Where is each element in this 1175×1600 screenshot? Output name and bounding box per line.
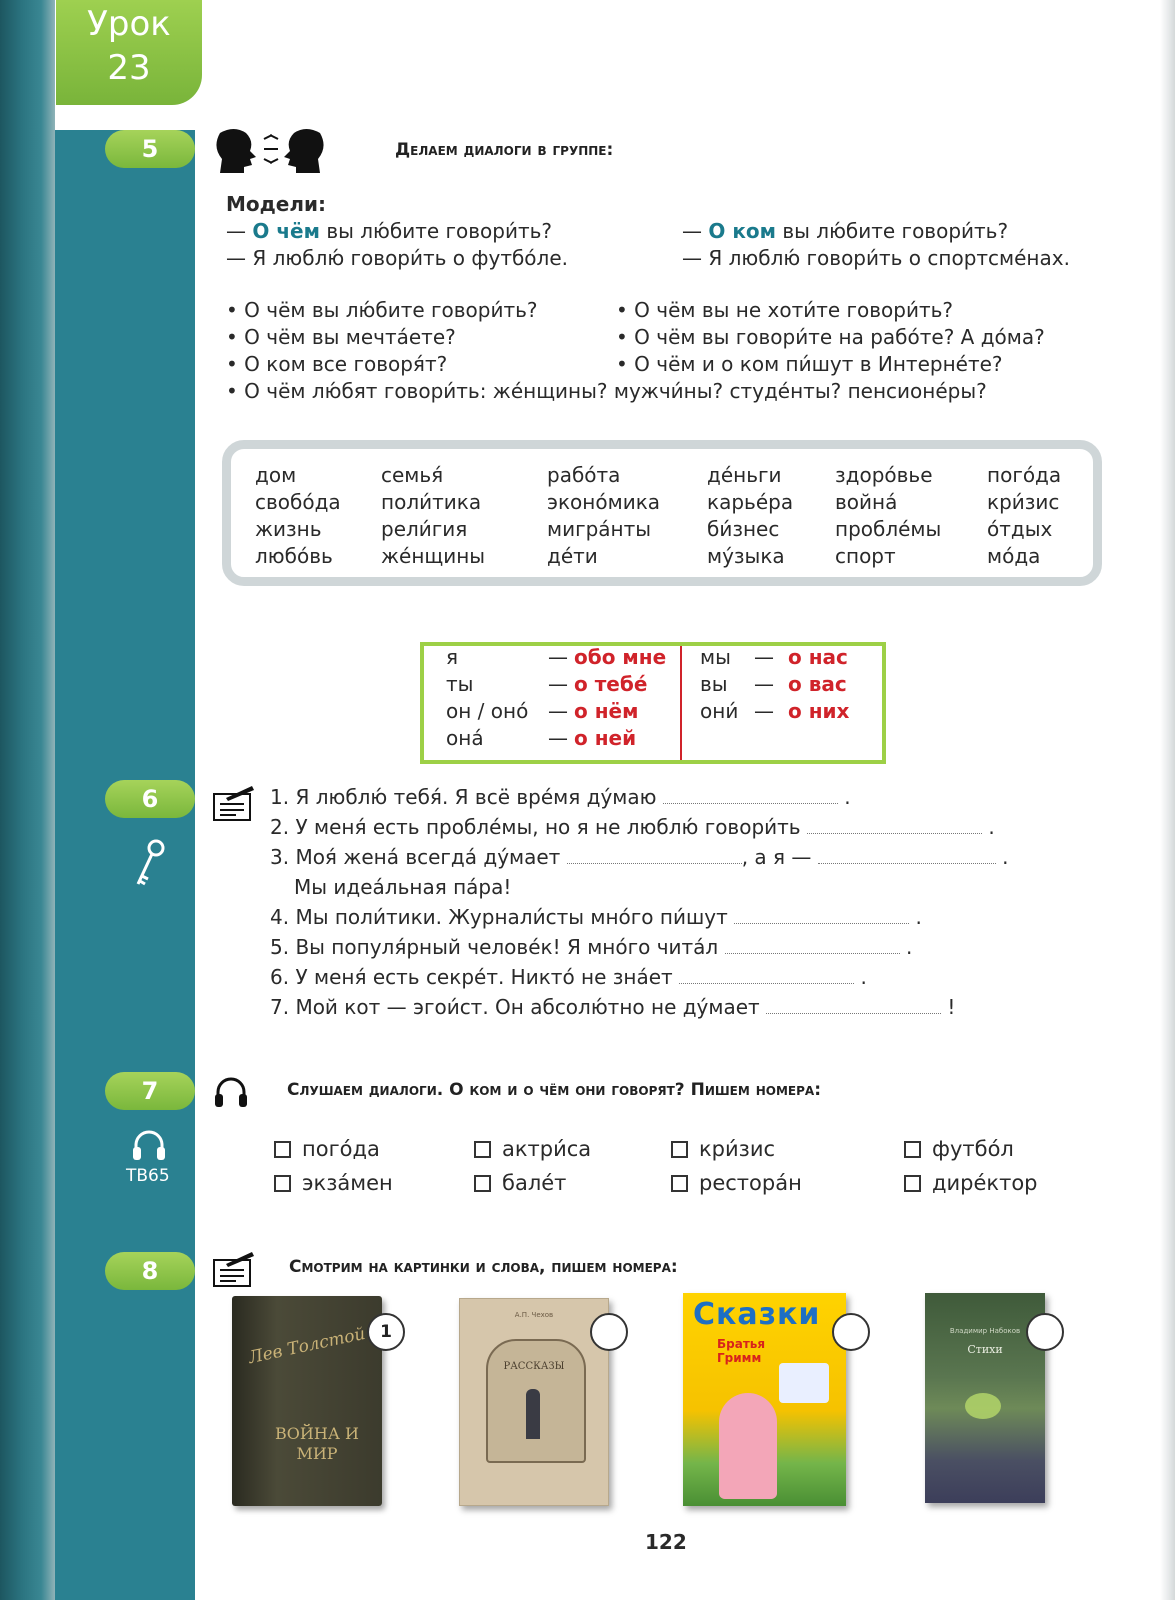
option-label: дире́ктор — [932, 1171, 1038, 1195]
number-circle[interactable] — [832, 1313, 870, 1351]
vocab-word: де́ньги — [707, 463, 782, 487]
vocab-word: поли́тика — [381, 490, 482, 514]
vocabulary-box — [222, 440, 1102, 586]
lesson-tab — [56, 0, 202, 105]
book-title: Стихи — [967, 1343, 1003, 1356]
exercise-6-item — [270, 965, 867, 989]
vocab-word: эконо́мика — [547, 490, 661, 514]
model-2-question-rest: вы лю́бите говори́ть? — [776, 219, 1009, 243]
page-number: 122 — [645, 1530, 687, 1554]
answer-blank[interactable] — [567, 845, 742, 864]
item-mid: , а я — — [741, 845, 812, 869]
vocab-word: рабо́та — [547, 463, 621, 487]
item-text: 3. Моя́ жена́ всегда́ ду́мает — [270, 845, 561, 869]
table-divider — [680, 646, 682, 760]
exercise-6-item — [270, 935, 912, 959]
item-end: . — [844, 785, 851, 809]
pronoun: я — [446, 645, 459, 669]
exercise-7-number: 7 — [105, 1072, 195, 1110]
question-item: • О чём и о ком пи́шут в Интерне́те? — [616, 352, 1003, 376]
vocab-word: дом — [255, 463, 297, 487]
vocab-word: пробле́мы — [835, 517, 942, 541]
option-label: экза́мен — [302, 1171, 393, 1195]
answer-blank[interactable] — [818, 845, 996, 864]
key-icon — [132, 838, 168, 890]
glass-illustration — [965, 1393, 1001, 1419]
option-checkbox[interactable] — [671, 1175, 688, 1192]
headphones-icon[interactable] — [213, 1075, 249, 1109]
item-text: 7. Мой кот — эгои́ст. Он абсолю́тно не ду́мает — [270, 995, 760, 1019]
vocab-word: мо́да — [987, 544, 1041, 568]
book-author: Владимир Набоков — [949, 1327, 1021, 1335]
number-circle[interactable] — [1026, 1313, 1064, 1351]
question-item: • О ком все говоря́т? — [226, 352, 448, 376]
dash: — — [548, 726, 568, 750]
book-author: Лев Толстой — [246, 1323, 368, 1369]
exercise-6-item — [270, 815, 995, 839]
book-title: Сказки — [693, 1297, 821, 1332]
option-label: кри́зис — [699, 1137, 776, 1161]
vocab-column — [547, 462, 660, 570]
question-item: • О чём вы не хоти́те говори́ть? — [616, 298, 954, 322]
item-end: ! — [947, 995, 956, 1019]
exercise-5-instruction: Делаем диалоги в группе: — [395, 140, 614, 160]
book-subtitle: Братья Гримм — [717, 1337, 766, 1365]
pronoun: они́ — [700, 699, 739, 723]
vocab-word: карье́ра — [707, 490, 794, 514]
option-label: рестора́н — [699, 1171, 802, 1195]
model-2-question — [682, 219, 1008, 243]
pronoun: мы — [700, 645, 731, 669]
vocab-word: же́нщины — [381, 544, 486, 568]
item-text: 4. Мы поли́тики. Журнали́сты мно́го пи́шут — [270, 905, 728, 929]
vocab-word: му́зыка — [707, 544, 785, 568]
item-text: 5. Вы популя́рный челове́к! Я мно́го чита́л — [270, 935, 719, 959]
page-edge — [1160, 0, 1175, 1600]
pronoun: она́ — [446, 726, 484, 750]
answer-blank[interactable] — [679, 965, 854, 984]
option-checkbox[interactable] — [671, 1141, 688, 1158]
option-label: бале́т — [502, 1171, 567, 1195]
exercise-6-item — [270, 995, 955, 1019]
highlight-o-chyom: О чём — [252, 219, 320, 243]
item-end: . — [860, 965, 867, 989]
vocab-column — [987, 462, 1061, 570]
vocab-word: свобо́да — [255, 490, 341, 514]
lesson-number: 23 — [107, 48, 151, 88]
vocab-word: спорт — [835, 544, 896, 568]
item-end: . — [988, 815, 995, 839]
model-2-answer: — Я люблю́ говори́ть о спортсме́нах. — [682, 246, 1070, 270]
audio-track-label: TB65 — [126, 1166, 170, 1186]
left-margin-column — [55, 130, 195, 1600]
dash: — — [754, 699, 774, 723]
answer-blank[interactable] — [766, 995, 941, 1014]
vocab-word: любо́вь — [255, 544, 333, 568]
question-item: • О чём вы лю́бите говори́ть? — [226, 298, 538, 322]
dash: — — [682, 219, 709, 243]
option-label: пого́да — [302, 1137, 380, 1161]
answer-blank[interactable] — [663, 785, 838, 804]
answer-blank[interactable] — [734, 905, 909, 924]
book-cover — [459, 1298, 609, 1506]
number-circle[interactable] — [590, 1313, 628, 1351]
book-spine — [0, 0, 55, 1600]
item-text: 2. У меня́ есть пробле́мы, но я не люблю́ говори́ть — [270, 815, 801, 839]
pronoun-table — [420, 642, 886, 764]
item-end: . — [1002, 845, 1009, 869]
dash: — — [754, 672, 774, 696]
exercise-6-item — [270, 845, 1009, 869]
vocab-word: жизнь — [255, 517, 322, 541]
vocab-column — [381, 462, 485, 570]
book-title: ВОЙНА И МИР — [275, 1424, 359, 1463]
highlight-o-kom: О ком — [708, 219, 776, 243]
model-1-answer: — Я люблю́ говори́ть о футбо́ле. — [226, 246, 568, 270]
dash: — — [548, 645, 568, 669]
book-title: РАССКАЗЫ — [503, 1361, 565, 1372]
pronoun: он / оно́ — [446, 699, 529, 723]
option-checkbox[interactable] — [274, 1141, 291, 1158]
vocab-column — [707, 462, 793, 570]
book-cover — [683, 1293, 846, 1506]
vocab-column — [835, 462, 941, 570]
exercise-5-number: 5 — [105, 130, 195, 168]
exercise-8-number: 8 — [105, 1252, 195, 1290]
pronoun: вы — [700, 672, 728, 696]
models-heading: Модели: — [226, 192, 327, 216]
prepositional-form: о тебе́ — [574, 672, 648, 696]
option-label: актри́са — [502, 1137, 592, 1161]
writing-icon — [212, 786, 256, 822]
exercise-6-item — [270, 785, 851, 809]
option-checkbox[interactable] — [474, 1141, 491, 1158]
book-author: А.П. Чехов — [514, 1311, 554, 1319]
dash: — — [548, 672, 568, 696]
vocab-word: мигра́нты — [547, 517, 652, 541]
item-end: . — [905, 935, 913, 959]
model-1-question — [226, 219, 552, 243]
castle-illustration — [779, 1363, 829, 1403]
pronoun: ты — [446, 672, 474, 696]
item-text: 1. Я люблю́ тебя́. Я всё вре́мя ду́маю — [270, 785, 657, 809]
option-checkbox[interactable] — [904, 1175, 921, 1192]
lesson-label: Урок — [87, 4, 171, 44]
princess-illustration — [719, 1393, 777, 1499]
option-label: футбо́л — [932, 1137, 1014, 1161]
vocab-column — [255, 462, 341, 570]
vocab-word: пого́да — [987, 463, 1062, 487]
vocab-word: семья́ — [381, 463, 444, 487]
question-item: • О чём вы говори́те на рабо́те? А до́ма? — [616, 325, 1045, 349]
writing-icon — [212, 1252, 256, 1288]
model-1-question-rest: вы лю́бите говори́ть? — [319, 219, 553, 243]
dash: — — [226, 219, 253, 243]
vocab-word: здоро́вье — [835, 463, 933, 487]
vocab-word: о́тдых — [987, 517, 1053, 541]
prepositional-form: о нас — [788, 645, 848, 669]
vocab-word: де́ти — [547, 544, 598, 568]
book-cover — [232, 1296, 382, 1506]
exercise-6-continuation: Мы идеа́льная па́ра! — [294, 875, 512, 899]
prepositional-form: обо мне — [574, 645, 667, 669]
prepositional-form: о вас — [788, 672, 847, 696]
item-text: 6. У меня́ есть секре́т. Никто́ не зна́ет — [270, 965, 673, 989]
exercise-6-item — [270, 905, 922, 929]
exercise-6-number: 6 — [105, 780, 195, 818]
prepositional-form: о нём — [574, 699, 639, 723]
vocab-word: война́ — [835, 490, 898, 514]
vocab-word: кри́зис — [987, 490, 1060, 514]
speaking-heads-icon — [212, 125, 328, 173]
prepositional-form: о ней — [574, 726, 637, 750]
figure — [526, 1389, 540, 1439]
answer-blank[interactable] — [725, 935, 900, 954]
exercise-7-instruction: Слушаем диалоги. О ком и о чём они говорят? Пишем номера: — [287, 1080, 822, 1100]
vocab-word: би́знес — [707, 517, 780, 541]
question-item: • О чём вы мечта́ете? — [226, 325, 456, 349]
option-checkbox[interactable] — [474, 1175, 491, 1192]
exercise-8-instruction: Смотрим на картинки и слова, пишем номера: — [289, 1257, 678, 1277]
number-circle[interactable]: 1 — [367, 1313, 405, 1351]
question-item: • О чём лю́бят говори́ть: же́нщины? мужчи́ны? студе́нты? пенсионе́ры? — [226, 379, 987, 403]
dash: — — [754, 645, 774, 669]
prepositional-form: о них — [788, 699, 850, 723]
option-checkbox[interactable] — [904, 1141, 921, 1158]
headphones-icon — [131, 1128, 167, 1162]
dash: — — [548, 699, 568, 723]
option-checkbox[interactable] — [274, 1175, 291, 1192]
vocab-word: рели́гия — [381, 517, 468, 541]
item-end: . — [915, 905, 922, 929]
answer-blank[interactable] — [807, 815, 982, 834]
